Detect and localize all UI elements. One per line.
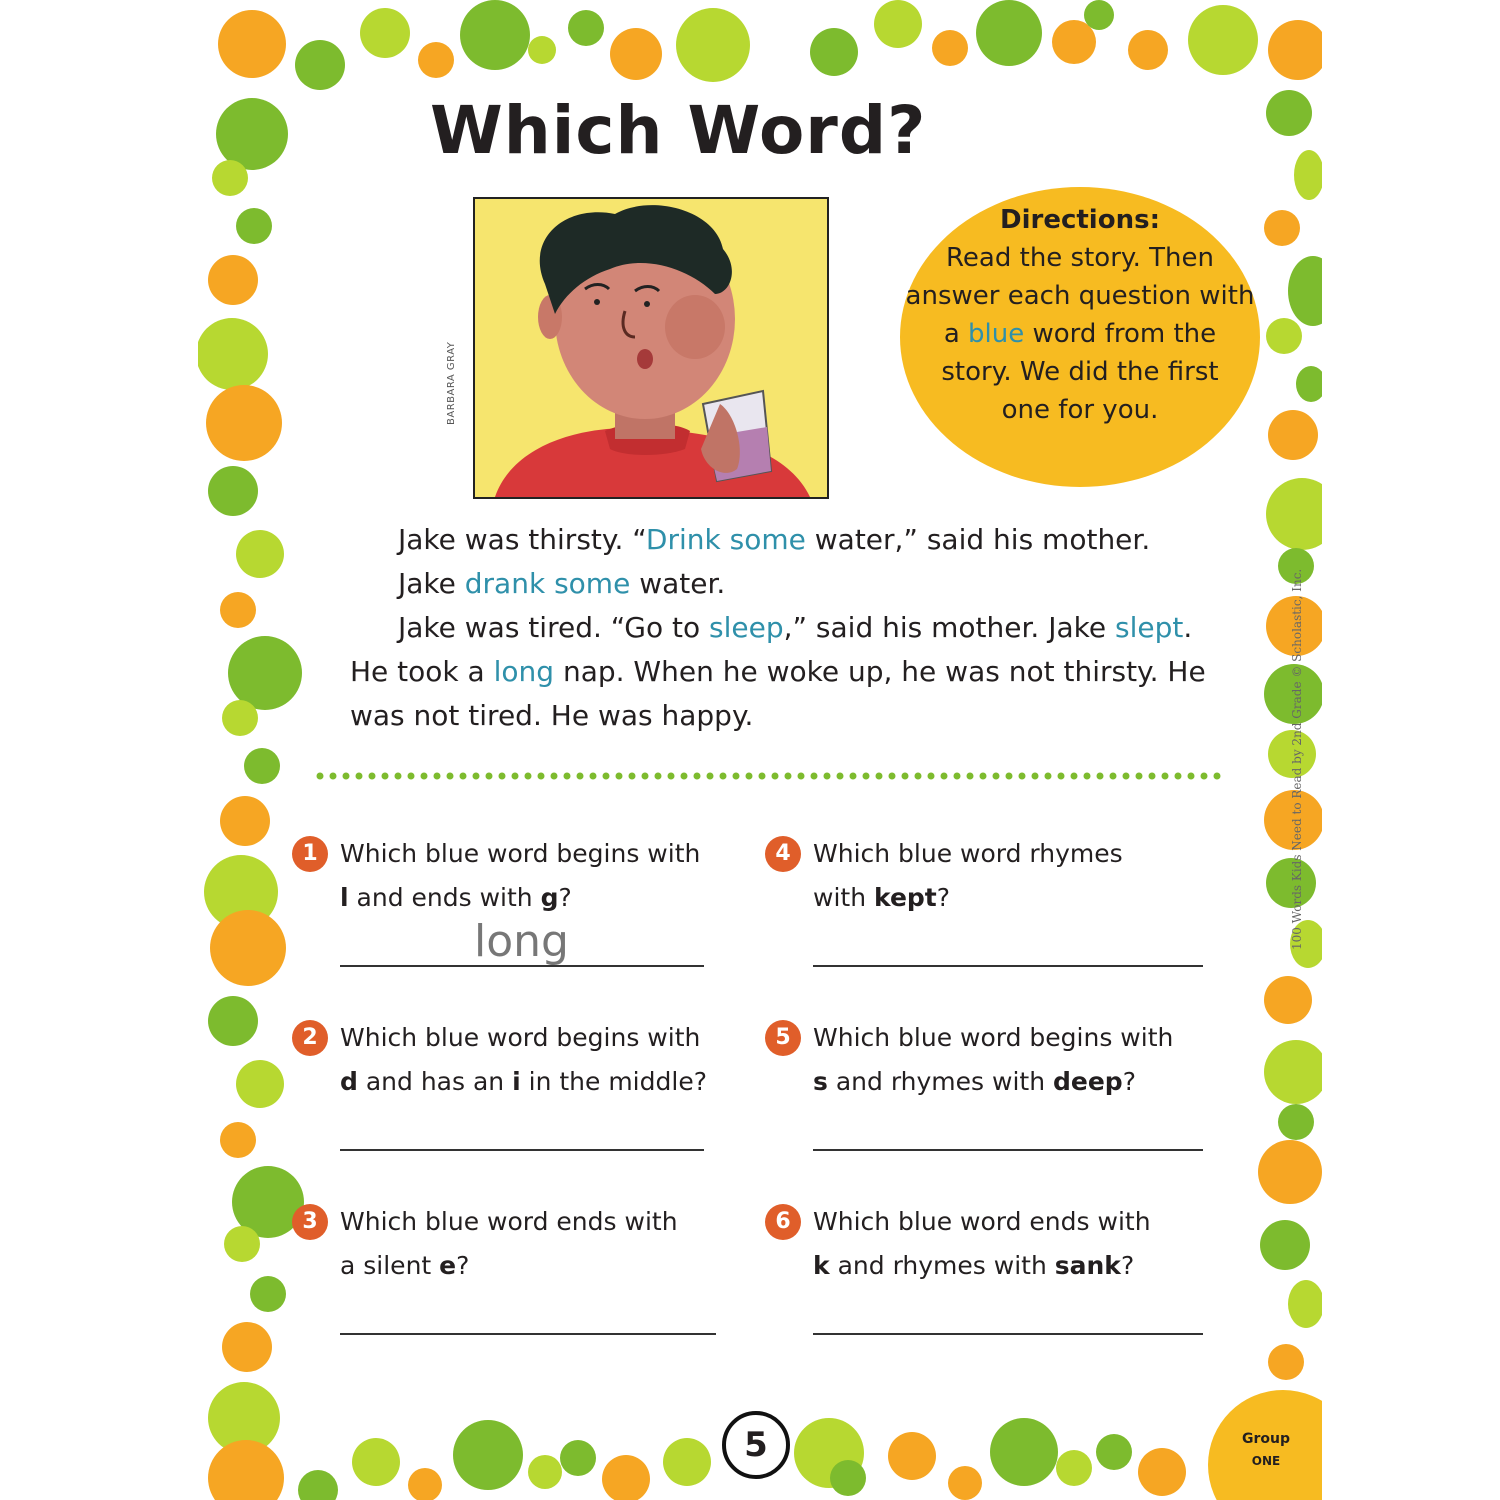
answer-example: long xyxy=(474,916,569,967)
boy-illustration-graphic xyxy=(475,199,827,497)
question-text: with kept? xyxy=(813,883,951,912)
story-line-1: Jake was thirsty. “Drink some water,” said his mother. xyxy=(398,523,1151,556)
answer-line-6[interactable] xyxy=(813,1333,1203,1335)
question-text: k and rhymes with sank? xyxy=(813,1251,1135,1280)
directions-text: a xyxy=(943,319,969,349)
question-4 xyxy=(775,832,1123,920)
question-text: Which blue word begins with xyxy=(813,1023,1174,1052)
blue-word: Drink some xyxy=(645,523,806,556)
directions-line-4: story. We did the first xyxy=(941,357,1219,387)
story-line-2: Jake drank some water. xyxy=(398,567,726,600)
directions-line-2: answer each question with xyxy=(905,281,1255,311)
worksheet-page xyxy=(198,0,1322,1500)
blue-word-example: blue xyxy=(968,319,1025,349)
question-number-badge: 1 xyxy=(292,836,328,872)
directions-line-1: Read the story. Then xyxy=(946,243,1214,273)
question-number-badge: 4 xyxy=(765,836,801,872)
blue-word: drank some xyxy=(464,567,631,600)
story-line-4: He took a long nap. When he woke up, he was not thirsty. He xyxy=(350,655,1206,688)
question-text: Which blue word begins with xyxy=(340,1023,701,1052)
dotted-divider xyxy=(316,772,1232,780)
question-2 xyxy=(302,1016,707,1104)
illustration-boy-drinking-water xyxy=(473,197,829,499)
question-6 xyxy=(775,1200,1151,1288)
blue-word: sleep xyxy=(709,611,784,644)
story-line-5: was not tired. He was happy. xyxy=(350,699,754,732)
directions-heading: Directions: xyxy=(1000,205,1160,235)
question-number-badge: 3 xyxy=(292,1204,328,1240)
directions-circle xyxy=(900,187,1260,487)
directions-line-5: one for you. xyxy=(1001,395,1159,425)
question-text: a silent e? xyxy=(340,1251,470,1280)
question-text: l and ends with g? xyxy=(340,883,572,912)
directions-line-3 xyxy=(900,315,1260,353)
copyright-notice: 100 Words Kids Need to Read by 2nd Grade © Scholastic, Inc. xyxy=(1290,568,1304,950)
question-1 xyxy=(302,832,701,920)
group-label: Group ONE xyxy=(1241,1431,1290,1468)
blue-word: slept xyxy=(1115,611,1184,644)
question-number-badge: 2 xyxy=(292,1020,328,1056)
answer-line-3[interactable] xyxy=(340,1333,716,1335)
answer-line-5[interactable] xyxy=(813,1149,1203,1151)
question-number-badge: 5 xyxy=(765,1020,801,1056)
blue-word: long xyxy=(493,655,555,688)
question-text: d and has an i in the middle? xyxy=(340,1067,707,1096)
question-text: Which blue word ends with xyxy=(813,1207,1151,1236)
page-title: Which Word? xyxy=(430,92,927,169)
story-line-3: Jake was tired. “Go to sleep,” said his mother. Jake slept. xyxy=(398,611,1193,644)
illustrator-credit: BARBARA GRAY xyxy=(446,341,457,425)
question-number-badge: 6 xyxy=(765,1204,801,1240)
answer-line-4[interactable] xyxy=(813,965,1203,967)
question-text: Which blue word rhymes xyxy=(813,839,1123,868)
question-3 xyxy=(302,1200,678,1288)
question-text: Which blue word begins with xyxy=(340,839,701,868)
question-text: Which blue word ends with xyxy=(340,1207,678,1236)
answer-line-1[interactable] xyxy=(340,965,704,967)
page-number: 5 xyxy=(722,1411,790,1479)
question-text: s and rhymes with deep? xyxy=(813,1067,1136,1096)
directions-text: word from the xyxy=(1024,319,1217,349)
answer-line-2[interactable] xyxy=(340,1149,704,1151)
story-text xyxy=(350,518,1210,738)
question-5 xyxy=(775,1016,1174,1104)
